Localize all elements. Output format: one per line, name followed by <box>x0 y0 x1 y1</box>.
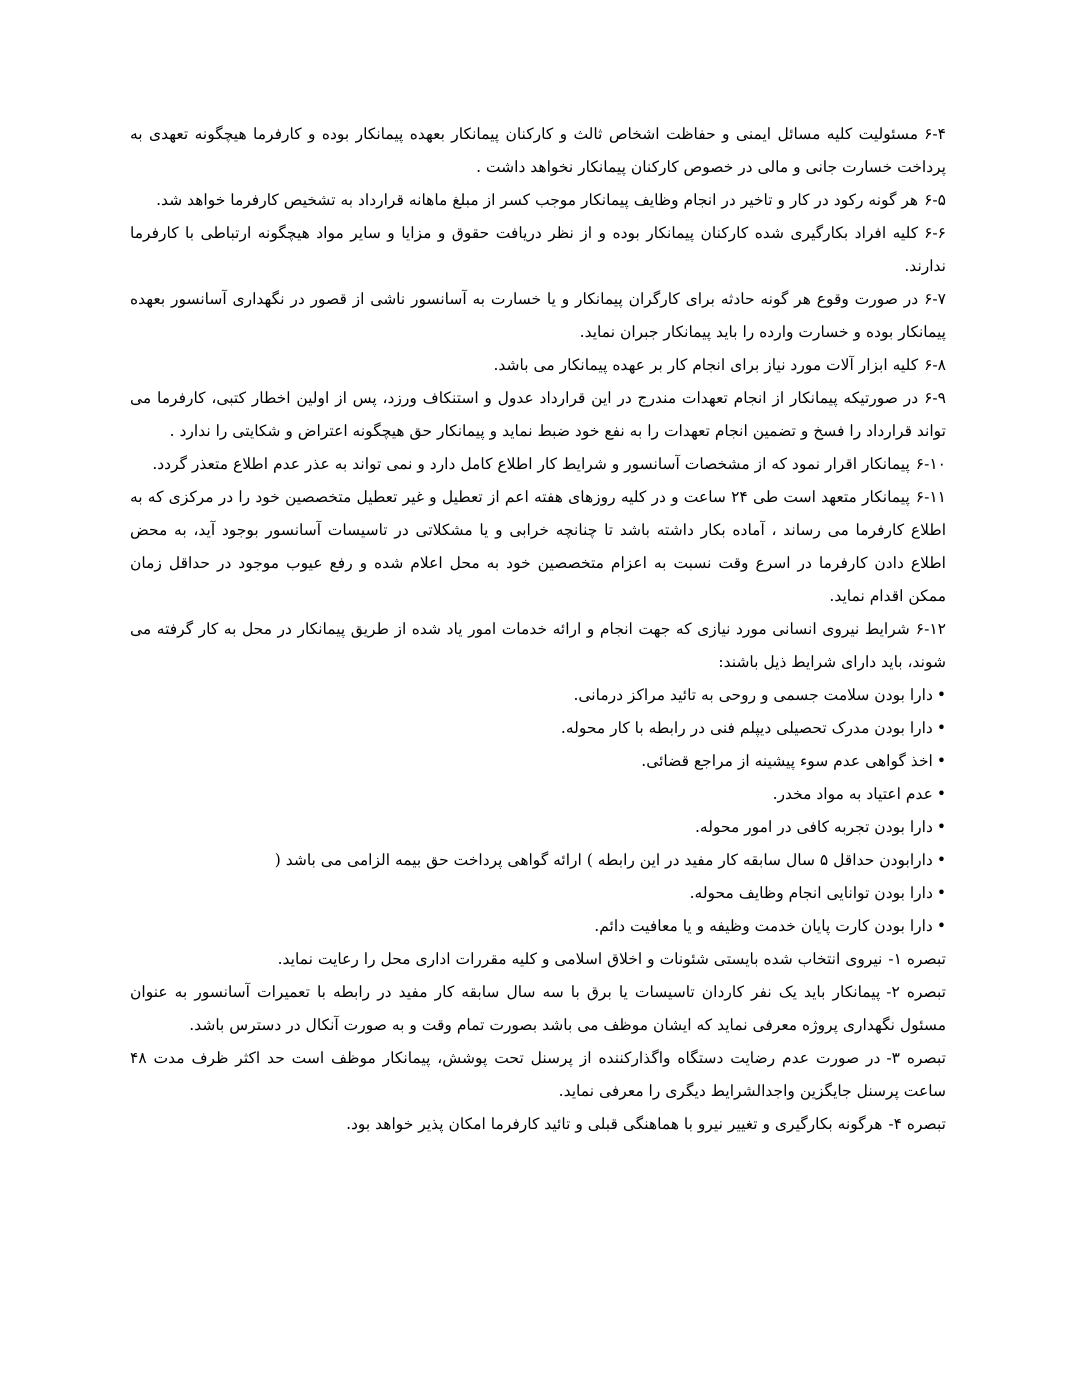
clause-number: ۶-۸ <box>924 356 946 374</box>
clause-6-5 <box>130 184 946 217</box>
note-text: نیروی انتخاب شده بایستی شئونات و اخلاق اسلامی و کلیه مقررات اداری محل را رعایت نماید. <box>277 950 883 968</box>
note-number: تبصره ۲- <box>886 983 946 1001</box>
clause-6-9 <box>130 382 946 448</box>
bullet-icon: • <box>936 686 946 704</box>
clause-text: در صورتیکه پیمانکار از انجام تعهدات مندرج در این قرارداد عدول و استنکاف ورزد، پس از اولین اخطار کتبی، کارفرما می تواند قرارداد را فسخ و تضمین انجام تعهدات را به نفع خود ضبط نماید و پیمانکار حق هیچگونه اعتراض و شکایتی را ندارد . <box>130 389 946 440</box>
note-number: تبصره ۱- <box>888 950 946 968</box>
clause-number: ۶-۹ <box>924 389 946 407</box>
note-4 <box>130 1108 946 1141</box>
clause-text: کلیه ابزار آلات مورد نیاز برای انجام کار بر عهده پیمانکار می باشد. <box>493 356 919 374</box>
clause-text: شرایط نیروی انسانی مورد نیازی که جهت انجام و ارائه خدمات امور یاد شده از طریق پیمانکار در محل به کار گرفته می شوند، باید دارای شرایط ذیل باشند: <box>130 620 946 671</box>
clause-text: مسئولیت کلیه مسائل ایمنی و حفاظت اشخاص ثالث و کارکنان پیمانکار بعهده پیمانکار بوده و کارفرما هیچگونه تعهدی به پرداخت خسارت جانی و مالی در خصوص کارکنان پیمانکار نخواهد داشت . <box>130 125 946 176</box>
note-text: هرگونه بکارگیری و تغییر نیرو با هماهنگی قبلی و تائید کارفرما امکان پذیر خواهد بود. <box>346 1115 883 1133</box>
bullet-icon: • <box>936 785 946 803</box>
clause-6-4 <box>130 118 946 184</box>
clause-6-8 <box>130 349 946 382</box>
note-3 <box>130 1042 946 1108</box>
list-item <box>130 778 946 811</box>
list-item <box>130 910 946 943</box>
clause-text: در صورت وقوع هر گونه حادثه برای کارگران پیمانکار و یا خسارت به آسانسور ناشی از قصور در نگهداری آسانسور بعهده پیمانکار بوده و خسارت وارده را باید پیمانکار جبران نماید. <box>130 290 946 341</box>
list-item-text: دارا بودن تجربه کافی در امور محوله. <box>694 818 933 836</box>
list-item <box>130 877 946 910</box>
list-item-text: عدم اعتیاد به مواد مخدر. <box>772 785 933 803</box>
bullet-icon: • <box>936 884 946 902</box>
note-text: پیمانکار باید یک نفر کاردان تاسیسات یا برق با سه سال سابقه کار مفید در رابطه با تعمیرات آسانسور به عنوان مسئول نگهداری پروژه معرفی نماید که ایشان موظف می باشد بصورت تمام وقت و به صورت آنکال در دسترس باشد. <box>130 983 946 1034</box>
note-text: در صورت عدم رضایت دستگاه واگذارکننده از پرسنل تحت پوشش، پیمانکار موظف است حد اکثر ظرف مدت ۴۸ ساعت پرسنل جایگزین واجدالشرایط دیگری را معرفی نماید. <box>130 1049 946 1100</box>
clause-number: ۶-۱۱ <box>915 488 946 506</box>
list-item <box>130 745 946 778</box>
clause-6-7 <box>130 283 946 349</box>
document-body <box>130 118 946 1141</box>
list-item-text: دارا بودن کارت پایان خدمت وظیفه و یا معافیت دائم. <box>594 917 933 935</box>
clause-text: پیمانکار متعهد است طی ۲۴ ساعت و در کلیه روزهای هفته اعم از تعطیل و غیر تعطیل متخصصین خود را در مرکزی که به اطلاع کارفرما می رساند ، آماده بکار داشته باشد تا چنانچه خرابی و یا مشکلاتی در تاسیسات آسانسور بوجود آید، به محض اطلاع دادن کارفرما در اسرع وقت نسبت به اعزام متخصصین خود به محل اعلام شده و رفع عیوب موجود در حداقل زمان ممکن اقدام نماید. <box>130 488 946 605</box>
clause-number: ۶-۱۰ <box>915 455 946 473</box>
bullet-icon: • <box>936 917 946 935</box>
list-item-text: دارابودن حداقل ۵ سال سابقه کار مفید در این رابطه ) ارائه گواهی پرداخت حق بیمه الزامی می باشد ( <box>274 851 933 869</box>
list-item-text: دارا بودن توانایی انجام وظایف محوله. <box>689 884 933 902</box>
bullet-icon: • <box>936 752 946 770</box>
bullet-icon: • <box>936 851 946 869</box>
clause-6-6 <box>130 217 946 283</box>
note-1 <box>130 943 946 976</box>
bullet-icon: • <box>936 818 946 836</box>
list-item-text: دارا بودن سلامت جسمی و روحی به تائید مراکز درمانی. <box>573 686 933 704</box>
clause-text: پیمانکار اقرار نمود که از مشخصات آسانسور و شرایط کار اطلاع کامل دارد و نمی تواند به عذر عدم اطلاع متعذر گردد. <box>152 455 910 473</box>
list-item <box>130 811 946 844</box>
clause-text: هر گونه رکود در کار و تاخیر در انجام وظایف پیمانکار موجب کسر از مبلغ ماهانه قرارداد به تشخیص کارفرما خواهد شد. <box>156 191 919 209</box>
note-2 <box>130 976 946 1042</box>
clause-6-10 <box>130 448 946 481</box>
list-item-text: دارا بودن مدرک تحصیلی دیپلم فنی در رابطه با کار محوله. <box>560 719 933 737</box>
bullet-icon: • <box>936 719 946 737</box>
clause-number: ۶-۶ <box>924 224 946 242</box>
list-item <box>130 679 946 712</box>
clause-text: کلیه افراد بکارگیری شده کارکنان پیمانکار بوده و از نظر دریافت حقوق و مزایا و سایر مواد هیچگونه ارتباطی با کارفرما ندارند. <box>130 224 946 275</box>
clause-number: ۶-۵ <box>924 191 946 209</box>
list-item-text: اخذ گواهی عدم سوء پیشینه از مراجع قضائی. <box>641 752 933 770</box>
clause-number: ۶-۱۲ <box>915 620 946 638</box>
note-number: تبصره ۳- <box>886 1049 946 1067</box>
list-item <box>130 844 946 877</box>
clause-number: ۶-۴ <box>924 125 946 143</box>
clause-6-12 <box>130 613 946 679</box>
list-item <box>130 712 946 745</box>
clause-6-11 <box>130 481 946 613</box>
note-number: تبصره ۴- <box>888 1115 946 1133</box>
clause-number: ۶-۷ <box>924 290 946 308</box>
